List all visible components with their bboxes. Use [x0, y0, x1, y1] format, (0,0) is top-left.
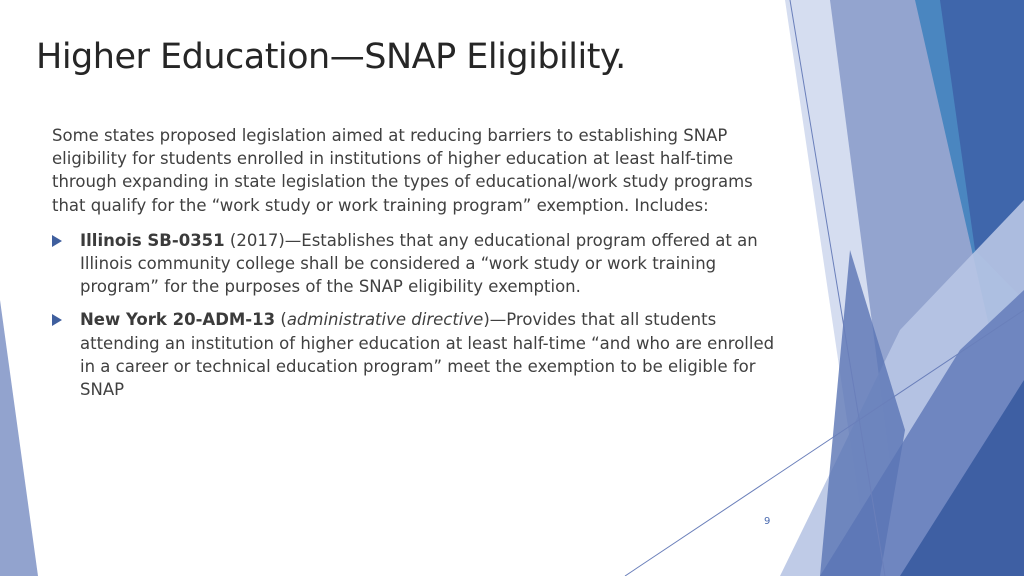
bullet-text: (2017)—Establishes that any educational program offered at an Illinois community college shall be considered a “work study or work training program” for the purposes of the SNAP eligibility exemption.	[80, 230, 758, 297]
bullet-italic-text: administrative directive	[286, 310, 484, 330]
bullet-text-after: )—Provides that all students attending an institution of higher education at least half-time “and who are enrolled in a career or technical education program” meet the exemption to be eligible for SNAP	[80, 310, 775, 400]
left-edge-strip	[0, 300, 38, 576]
intro-paragraph: Some states proposed legislation aimed at reducing barriers to establishing SNAP eligibility for students enrolled in institutions of higher education at least half-time through expanding in state legislation the types of educational/work study programs that qualify for the “work study or work training program” exemption. Includes:	[52, 126, 753, 215]
list-item	[52, 229, 787, 299]
triangle-bullet-icon	[52, 314, 62, 326]
page-number: 9	[764, 516, 771, 527]
bullet-list	[52, 229, 787, 401]
slide-body	[52, 124, 787, 411]
bullet-bold-label: New York 20-ADM-13	[80, 310, 276, 330]
bullet-text-before: (	[275, 310, 287, 330]
bullet-bold-label: Illinois SB-0351	[80, 230, 225, 250]
page-title: Higher Education—SNAP Eligibility.	[36, 37, 626, 77]
triangle-bullet-icon	[52, 235, 62, 247]
list-item	[52, 308, 787, 401]
